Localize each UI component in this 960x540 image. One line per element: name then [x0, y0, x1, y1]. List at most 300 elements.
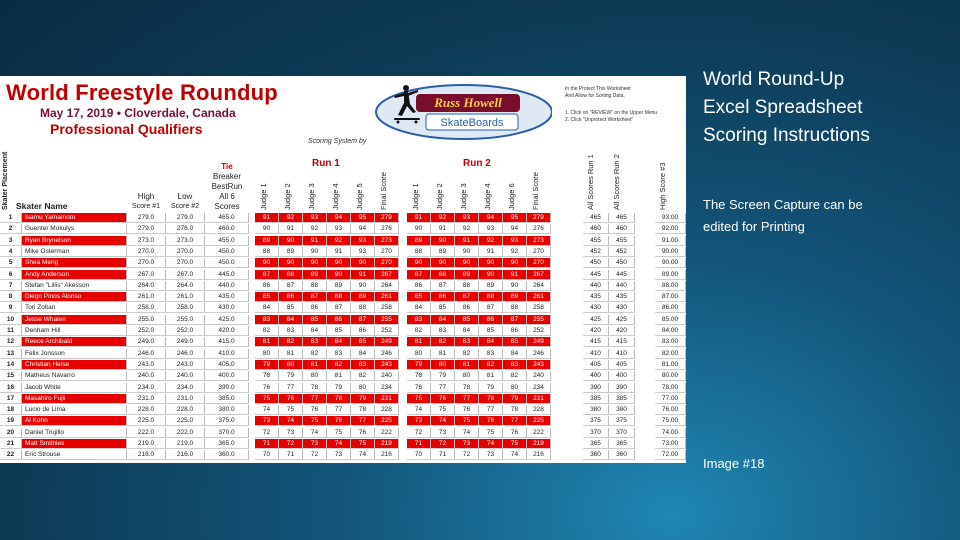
table-cell: 385 — [583, 394, 609, 404]
table-cell: 450 — [583, 258, 609, 268]
table-cell: 88 — [479, 292, 503, 302]
table-cell: 273 — [527, 236, 551, 246]
table-cell: 76 — [351, 428, 375, 438]
table-cell: 87 — [351, 315, 375, 325]
table-cell: 276 — [375, 224, 399, 234]
table-cell: 86 — [351, 326, 375, 336]
table-cell: 79 — [407, 360, 431, 370]
table-cell: 89 — [479, 281, 503, 291]
table-cell: 276 — [527, 224, 551, 234]
table-cell: 72.00 — [655, 450, 686, 460]
table-cell: 89 — [351, 292, 375, 302]
table-cell: 89 — [503, 292, 527, 302]
table-cell: 390 — [583, 383, 609, 393]
table-cell: 81 — [407, 337, 431, 347]
table-cell: 240.0 — [127, 371, 166, 381]
table-cell: Shea Meng — [22, 258, 127, 268]
table-cell: 80.00 — [655, 371, 686, 381]
table-cell: 234.0 — [166, 383, 205, 393]
table-cell: 89 — [279, 247, 303, 257]
table-cell: Felix Jonsson — [22, 349, 127, 359]
table-cell: 75 — [455, 416, 479, 426]
table-cell: 84 — [303, 326, 327, 336]
table-cell: 13 — [0, 349, 22, 359]
column-header: Final Score — [531, 172, 540, 210]
table-cell: 81 — [255, 337, 279, 347]
table-cell: 74 — [431, 416, 455, 426]
table-cell: 219 — [375, 439, 399, 449]
table-cell: 73 — [407, 416, 431, 426]
table-cell: 440 — [583, 281, 609, 291]
table-cell: 94 — [503, 224, 527, 234]
table-cell: 243 — [375, 360, 399, 370]
table-cell: 1 — [0, 213, 22, 223]
table-cell: 75 — [279, 405, 303, 415]
table-cell: 82 — [407, 326, 431, 336]
table-cell: 258.0 — [166, 303, 205, 313]
table-cell: 385 — [609, 394, 635, 404]
table-cell: 90 — [279, 236, 303, 246]
slide-heading-line: Excel Spreadsheet — [703, 97, 863, 118]
table-cell: 219.0 — [166, 439, 205, 449]
logo-text-skateboards: SkateBoards — [440, 117, 504, 129]
table-cell: 420.0 — [205, 326, 249, 336]
table-cell: 430 — [609, 303, 635, 313]
table-cell: 279.0 — [166, 213, 205, 223]
table-cell: 92 — [455, 224, 479, 234]
table-cell: 84 — [327, 337, 351, 347]
table-cell: 82 — [479, 360, 503, 370]
table-cell: 84 — [407, 303, 431, 313]
table-cell: 71 — [279, 450, 303, 460]
table-cell: 92 — [279, 213, 303, 223]
table-cell: 270.0 — [166, 258, 205, 268]
table-cell: 225 — [375, 416, 399, 426]
table-cell: 93 — [303, 213, 327, 223]
table-cell: 234.0 — [127, 383, 166, 393]
table-row — [0, 292, 686, 302]
table-cell: 400 — [583, 371, 609, 381]
table-cell: 80 — [407, 349, 431, 359]
table-cell: 79 — [479, 383, 503, 393]
table-cell: 243 — [527, 360, 551, 370]
column-header: Judge 6 — [507, 183, 516, 210]
table-cell: 86 — [455, 303, 479, 313]
sheet-subtitle: May 17, 2019 • Cloverdale, Canada — [40, 106, 236, 120]
table-cell: 85 — [479, 326, 503, 336]
table-cell: 246 — [375, 349, 399, 359]
table-cell: 255.0 — [166, 315, 205, 325]
table-cell: 12 — [0, 337, 22, 347]
table-cell: Andy Anderson — [22, 270, 127, 280]
table-cell: 72 — [455, 450, 479, 460]
table-cell: 93 — [479, 224, 503, 234]
table-cell: 85 — [303, 315, 327, 325]
table-cell: 88 — [407, 247, 431, 257]
table-cell: 85.00 — [655, 315, 686, 325]
table-cell: 90 — [327, 270, 351, 280]
table-cell: 80 — [351, 383, 375, 393]
table-row — [0, 428, 686, 438]
table-cell: 82 — [255, 326, 279, 336]
table-cell: 249 — [527, 337, 551, 347]
table-cell: 76 — [503, 428, 527, 438]
table-cell: 79 — [503, 394, 527, 404]
table-cell: 88 — [351, 303, 375, 313]
table-cell: 92 — [479, 236, 503, 246]
table-cell: 75.00 — [655, 416, 686, 426]
table-cell: 76.00 — [655, 405, 686, 415]
table-cell: 270.0 — [166, 247, 205, 257]
table-cell: 231.0 — [166, 394, 205, 404]
table-cell: 80 — [255, 349, 279, 359]
table-cell: 77 — [327, 405, 351, 415]
table-cell: 81 — [455, 360, 479, 370]
table-row — [0, 303, 686, 313]
table-cell: 435.0 — [205, 292, 249, 302]
table-cell: 87 — [503, 315, 527, 325]
table-cell: 16 — [0, 383, 22, 393]
table-cell: 261 — [527, 292, 551, 302]
table-cell: 86.00 — [655, 303, 686, 313]
table-cell: 78 — [479, 394, 503, 404]
column-header: Judge 5 — [355, 183, 364, 210]
table-cell: 91 — [455, 236, 479, 246]
table-cell: 455 — [583, 236, 609, 246]
table-cell: 6 — [0, 270, 22, 280]
table-cell: 370 — [609, 428, 635, 438]
column-header: High Score #3 — [658, 162, 667, 210]
table-cell: 89 — [303, 270, 327, 280]
table-cell: 78 — [503, 405, 527, 415]
table-cell: 74 — [407, 405, 431, 415]
table-cell: 21 — [0, 439, 22, 449]
table-cell: 90 — [431, 236, 455, 246]
table-cell: 95 — [351, 213, 375, 223]
table-cell: 76 — [279, 394, 303, 404]
table-row — [0, 360, 686, 370]
table-cell: 77 — [479, 405, 503, 415]
table-cell: 89.00 — [655, 270, 686, 280]
table-cell: 17 — [0, 394, 22, 404]
table-cell: 75 — [255, 394, 279, 404]
table-cell: 365 — [609, 439, 635, 449]
table-cell: 225.0 — [166, 416, 205, 426]
table-cell: 270 — [527, 247, 551, 257]
table-cell: 216 — [375, 450, 399, 460]
table-cell: 420 — [583, 326, 609, 336]
table-cell: 270 — [375, 258, 399, 268]
table-cell: 460 — [583, 224, 609, 234]
table-cell: 92 — [503, 247, 527, 257]
table-cell: 14 — [0, 360, 22, 370]
table-row — [0, 270, 686, 280]
table-cell: 80 — [431, 360, 455, 370]
table-cell: 73 — [455, 439, 479, 449]
table-cell: 82.00 — [655, 349, 686, 359]
russ-howell-logo — [360, 82, 552, 142]
table-row — [0, 281, 686, 291]
table-cell: 2 — [0, 224, 22, 234]
table-cell: 74 — [479, 439, 503, 449]
table-cell: 74 — [351, 450, 375, 460]
table-row — [0, 450, 686, 460]
logo-text-russ: Russ Howell — [434, 95, 502, 110]
table-cell: 81 — [327, 371, 351, 381]
table-cell: 93 — [327, 224, 351, 234]
table-row — [0, 224, 686, 234]
table-cell: 255.0 — [127, 315, 166, 325]
table-cell: 75 — [351, 439, 375, 449]
table-cell: 86 — [503, 326, 527, 336]
table-cell: 81.00 — [655, 360, 686, 370]
table-cell: 91 — [479, 247, 503, 257]
table-cell: 77 — [279, 383, 303, 393]
table-cell: 410 — [609, 349, 635, 359]
table-cell: 267.0 — [127, 270, 166, 280]
table-cell: 84 — [279, 315, 303, 325]
table-cell: 73 — [303, 439, 327, 449]
table-cell: 249.0 — [166, 337, 205, 347]
table-cell: 83 — [479, 349, 503, 359]
table-cell: 405.0 — [205, 360, 249, 370]
table-cell: 255 — [375, 315, 399, 325]
table-row — [0, 315, 686, 325]
table-cell: 19 — [0, 416, 22, 426]
header-all6: All 6 — [219, 192, 235, 201]
table-cell: 228 — [527, 405, 551, 415]
table-cell: 460.0 — [205, 224, 249, 234]
table-cell: 420 — [609, 326, 635, 336]
table-cell: 261 — [375, 292, 399, 302]
table-cell: 70 — [407, 450, 431, 460]
table-cell: 81 — [479, 371, 503, 381]
sheet-title: World Freestyle Roundup — [6, 80, 278, 105]
table-cell: 365.0 — [205, 439, 249, 449]
table-cell: 78 — [351, 405, 375, 415]
table-cell: 455 — [609, 236, 635, 246]
table-cell: 380.0 — [205, 405, 249, 415]
table-cell: 95 — [503, 213, 527, 223]
table-cell: 77.00 — [655, 394, 686, 404]
table-cell: 90 — [503, 258, 527, 268]
table-cell: 79 — [351, 394, 375, 404]
table-cell: 425 — [609, 315, 635, 325]
table-cell: 91 — [407, 213, 431, 223]
table-cell: 78 — [407, 371, 431, 381]
table-cell: Guenter Mokulys — [22, 224, 127, 234]
table-cell: 78 — [327, 394, 351, 404]
table-cell: 91 — [303, 236, 327, 246]
table-cell: 222.0 — [166, 428, 205, 438]
table-cell: 72 — [431, 439, 455, 449]
table-cell: 10 — [0, 315, 22, 325]
image-label: Image #18 — [703, 456, 765, 471]
table-cell: 252 — [527, 326, 551, 336]
table-cell: 86 — [479, 315, 503, 325]
table-cell: 78 — [255, 371, 279, 381]
table-row — [0, 371, 686, 381]
table-cell: 73 — [279, 428, 303, 438]
table-cell: 92 — [431, 213, 455, 223]
table-cell: 76 — [303, 405, 327, 415]
table-cell: 219 — [527, 439, 551, 449]
table-cell: 82 — [455, 349, 479, 359]
table-cell: Jacob White — [22, 383, 127, 393]
table-cell: 90 — [255, 258, 279, 268]
table-cell: 91 — [431, 224, 455, 234]
table-cell: 94 — [327, 213, 351, 223]
table-cell: 216 — [527, 450, 551, 460]
table-cell: 83 — [279, 326, 303, 336]
table-cell: 75 — [431, 405, 455, 415]
table-cell: 74 — [503, 450, 527, 460]
table-cell: 77 — [431, 383, 455, 393]
table-cell: 84 — [455, 326, 479, 336]
table-cell: 11 — [0, 326, 22, 336]
table-cell: 88 — [503, 303, 527, 313]
table-cell: Al Kohn — [22, 416, 127, 426]
table-cell: 77 — [503, 416, 527, 426]
table-cell: 89 — [431, 247, 455, 257]
table-cell: 216.0 — [127, 450, 166, 460]
table-cell: 84 — [503, 349, 527, 359]
table-cell: 279.0 — [127, 213, 166, 223]
table-cell: 445.0 — [205, 270, 249, 280]
header-placement: Skater Placement — [2, 151, 9, 210]
column-header: Judge 2 — [283, 183, 292, 210]
table-cell: 249.0 — [127, 337, 166, 347]
table-cell: 452 — [583, 247, 609, 257]
table-cell: 264 — [527, 281, 551, 291]
note-line: In the Protect This Worksheet — [565, 86, 631, 92]
table-cell: 87 — [327, 303, 351, 313]
slide-note-line: The Screen Capture can be — [703, 197, 863, 212]
column-header: All Scores Run 2 — [612, 154, 621, 210]
spreadsheet-screenshot — [0, 76, 686, 463]
table-cell: 465 — [609, 213, 635, 223]
table-cell: 360 — [583, 450, 609, 460]
table-cell: 465 — [583, 213, 609, 223]
table-cell: 84 — [351, 349, 375, 359]
table-cell: 81 — [431, 349, 455, 359]
table-cell: 92 — [303, 224, 327, 234]
table-cell: 77 — [455, 394, 479, 404]
header-breaker: Breaker — [212, 172, 241, 181]
table-cell: 91 — [503, 270, 527, 280]
table-cell: 79 — [327, 383, 351, 393]
table-cell: 231 — [527, 394, 551, 404]
table-cell: 405 — [583, 360, 609, 370]
table-cell: 375 — [583, 416, 609, 426]
table-cell: Tori Zoltan — [22, 303, 127, 313]
table-cell: 86 — [431, 292, 455, 302]
table-cell: Christian Heise — [22, 360, 127, 370]
table-cell: 84 — [255, 303, 279, 313]
table-row — [0, 337, 686, 347]
table-cell: 276.0 — [166, 224, 205, 234]
column-header: All Scores Run 1 — [586, 154, 595, 210]
table-cell: Matheus Navarro — [22, 371, 127, 381]
table-cell: 228.0 — [127, 405, 166, 415]
table-cell: 261.0 — [166, 292, 205, 302]
table-cell: 450 — [609, 258, 635, 268]
table-cell: 252.0 — [166, 326, 205, 336]
table-cell: 91 — [327, 247, 351, 257]
table-cell: 82 — [303, 349, 327, 359]
table-cell: 87.00 — [655, 292, 686, 302]
table-cell: 445 — [609, 270, 635, 280]
table-cell: 264.0 — [127, 281, 166, 291]
table-cell: Lucio de Lima — [22, 405, 127, 415]
table-cell: 81 — [303, 360, 327, 370]
table-cell: 264 — [375, 281, 399, 291]
note-line: And Allow for Sorting Data, — [565, 93, 625, 99]
table-cell: 385.0 — [205, 394, 249, 404]
table-row — [0, 416, 686, 426]
table-cell: 84.00 — [655, 326, 686, 336]
table-cell: 73 — [327, 450, 351, 460]
table-row — [0, 394, 686, 404]
table-cell: 90.00 — [655, 247, 686, 257]
table-cell: 94 — [351, 224, 375, 234]
table-cell: 88 — [455, 281, 479, 291]
table-cell: 88 — [431, 270, 455, 280]
table-cell: 88 — [279, 270, 303, 280]
table-cell: 460 — [609, 224, 635, 234]
table-cell: 3 — [0, 236, 22, 246]
table-cell: 82 — [327, 360, 351, 370]
table-cell: 78 — [455, 383, 479, 393]
table-cell: 435 — [583, 292, 609, 302]
table-cell: 370 — [583, 428, 609, 438]
table-cell: 375.0 — [205, 416, 249, 426]
table-cell: 84 — [479, 337, 503, 347]
table-row — [0, 236, 686, 246]
table-cell: Jesse Whalen — [22, 315, 127, 325]
table-cell: 20 — [0, 428, 22, 438]
table-cell: 240 — [527, 371, 551, 381]
table-cell: 80 — [455, 371, 479, 381]
table-cell: 80 — [279, 360, 303, 370]
table-cell: 73.00 — [655, 439, 686, 449]
table-cell: 390 — [609, 383, 635, 393]
table-cell: 90 — [255, 224, 279, 234]
table-cell: 71 — [407, 439, 431, 449]
column-header: Judge 2 — [435, 183, 444, 210]
table-cell: 73 — [255, 416, 279, 426]
table-cell: 90 — [303, 258, 327, 268]
table-cell: 75 — [407, 394, 431, 404]
table-cell: 273.0 — [166, 236, 205, 246]
table-cell: 440 — [609, 281, 635, 291]
table-cell: 255 — [527, 315, 551, 325]
table-cell: 76 — [255, 383, 279, 393]
table-cell: 72 — [279, 439, 303, 449]
table-cell: 264.0 — [166, 281, 205, 291]
table-cell: 76 — [455, 405, 479, 415]
table-cell: 240.0 — [166, 371, 205, 381]
table-cell: 90 — [279, 258, 303, 268]
table-cell: 279.0 — [127, 224, 166, 234]
table-cell: 258.0 — [127, 303, 166, 313]
note-line: 2. Click "Unprotect Worksheet" — [565, 117, 634, 123]
table-cell: 71 — [431, 450, 455, 460]
table-cell: Ryan Brynelson — [22, 236, 127, 246]
table-cell: 91.00 — [655, 236, 686, 246]
table-cell: 88 — [255, 247, 279, 257]
table-row — [0, 247, 686, 257]
